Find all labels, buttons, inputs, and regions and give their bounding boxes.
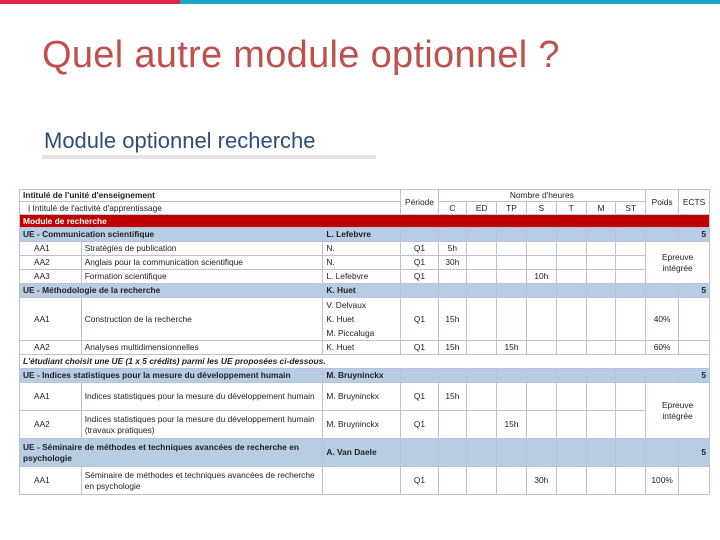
aa-resp: M. Bruyninckx [323, 411, 401, 439]
ue3-poids: Epreuve intégrée [646, 383, 710, 439]
aa-periode: Q1 [401, 270, 438, 284]
aa-name: Indices statistiques pour la mesure du développement humain [81, 383, 323, 411]
table-row [20, 242, 710, 256]
table-row [20, 298, 710, 341]
aa-resp-list [323, 298, 401, 341]
aa-resp: L. Lefebvre [323, 270, 401, 284]
ue-row-seminaire [20, 439, 710, 467]
ue2-resp: K. Huet [323, 284, 401, 298]
header-poids: Poids [646, 190, 679, 215]
choice-note-row [20, 355, 710, 369]
aa-code: AA1 [20, 383, 82, 411]
aa-periode: Q1 [401, 383, 438, 411]
module-row [20, 215, 710, 228]
header-periode: Période [401, 190, 438, 215]
aa-name: Stratégies de publication [81, 242, 323, 256]
aa-resp: N. [323, 256, 401, 270]
slide-title: Quel autre module optionnel ? [42, 34, 560, 76]
aa-name: Anglais pour la communication scientifique [81, 256, 323, 270]
header-row-2 [20, 202, 710, 215]
ue1-resp: L. Lefebvre [323, 228, 401, 242]
choice-note: L'étudiant choisit une UE (1 x 5 crédits) parmi les UE proposées ci-dessous. [20, 355, 710, 369]
aa-hours-tp: 15h [497, 341, 527, 355]
header-ects: ECTS [679, 190, 710, 215]
ue-row-methodologie [20, 284, 710, 298]
aa-hours-c: 15h [438, 298, 467, 341]
aa-hours-s: 30h [526, 467, 556, 495]
header-col-m: M [586, 202, 616, 215]
aa-resp: N. [323, 242, 401, 256]
ue1-poids: Epreuve intégrée [646, 242, 710, 284]
aa-periode: Q1 [401, 467, 438, 495]
table-row [20, 411, 710, 439]
ue3-ects: 5 [679, 369, 710, 383]
aa-hours-c: 15h [438, 341, 467, 355]
table-row [20, 270, 710, 284]
ue2-ects: 5 [679, 284, 710, 298]
aa-poids: 100% [646, 467, 679, 495]
aa-code: AA3 [20, 270, 82, 284]
aa-periode: Q1 [401, 341, 438, 355]
aa-periode: Q1 [401, 298, 438, 341]
aa-code: AA2 [20, 341, 82, 355]
aa-code: AA2 [20, 411, 82, 439]
aa-resp: K. Huet [323, 341, 401, 355]
aa-code: AA1 [20, 467, 82, 495]
curriculum-table [19, 189, 710, 495]
aa-hours-c: 15h [438, 383, 467, 411]
ue4-ects: 5 [679, 439, 710, 467]
table-row [20, 256, 710, 270]
aa-periode: Q1 [401, 411, 438, 439]
header-col-s: S [526, 202, 556, 215]
top-accent-bar [0, 0, 720, 4]
ue1-title: UE - Communication scientifique [20, 228, 323, 242]
header-nombre-heures: Nombre d'heures [438, 190, 646, 202]
aa-resp: K. Huet [326, 314, 355, 324]
module-title: Module de recherche [20, 215, 710, 228]
header-col-ed: ED [467, 202, 497, 215]
aa-code: AA1 [20, 242, 82, 256]
aa-name: Séminaire de méthodes et techniques avancées de recherche en psychologie [81, 467, 323, 495]
aa-periode: Q1 [401, 256, 438, 270]
header-col-t: T [556, 202, 586, 215]
ue4-resp: A. Van Daele [323, 439, 401, 467]
aa-poids: 40% [646, 298, 679, 341]
header-col-c: C [438, 202, 467, 215]
aa-code: AA2 [20, 256, 82, 270]
ue-row-communication [20, 228, 710, 242]
aa-name: Indices statistiques pour la mesure du développement humain (travaux pratiques) [81, 411, 323, 439]
aa-resp: V. Delvaux [326, 300, 367, 310]
aa-poids: 60% [646, 341, 679, 355]
aa-name: Analyses multidimensionnelles [81, 341, 323, 355]
aa-name: Formation scientifique [81, 270, 323, 284]
aa-code: AA1 [20, 298, 82, 341]
header-ue-label: Intitulé de l'unité d'enseignement [20, 190, 401, 202]
ue3-resp: M. Bruyninckx [323, 369, 401, 383]
aa-resp: M. Bruyninckx [323, 383, 401, 411]
header-col-tp: TP [497, 202, 527, 215]
accent-bar-red [0, 0, 180, 4]
ue3-title: UE - Indices statistiques pour la mesure du développement humain [20, 369, 323, 383]
ue1-ects: 5 [679, 228, 710, 242]
aa-resp: M. Piccaluga [326, 328, 375, 338]
subtitle-underline [42, 155, 376, 159]
ue4-title: UE - Séminaire de méthodes et techniques avancées de recherche en psychologie [20, 439, 323, 467]
aa-name: Construction de la recherche [81, 298, 323, 341]
header-col-st: ST [616, 202, 646, 215]
aa-hours-c: 30h [438, 256, 467, 270]
header-aa-label: | Intitulé de l'activité d'apprentissage [20, 202, 401, 215]
accent-bar-teal [180, 0, 720, 4]
table-row [20, 341, 710, 355]
ue2-title: UE - Méthodologie de la recherche [20, 284, 323, 298]
aa-hours-c: 5h [438, 242, 467, 256]
aa-periode: Q1 [401, 242, 438, 256]
aa-hours-s: 10h [526, 270, 556, 284]
table-row [20, 383, 710, 411]
aa-hours-tp: 15h [497, 411, 527, 439]
header-row-1 [20, 190, 710, 202]
table-row [20, 467, 710, 495]
ue-row-indices [20, 369, 710, 383]
slide-subtitle: Module optionnel recherche [44, 128, 316, 153]
